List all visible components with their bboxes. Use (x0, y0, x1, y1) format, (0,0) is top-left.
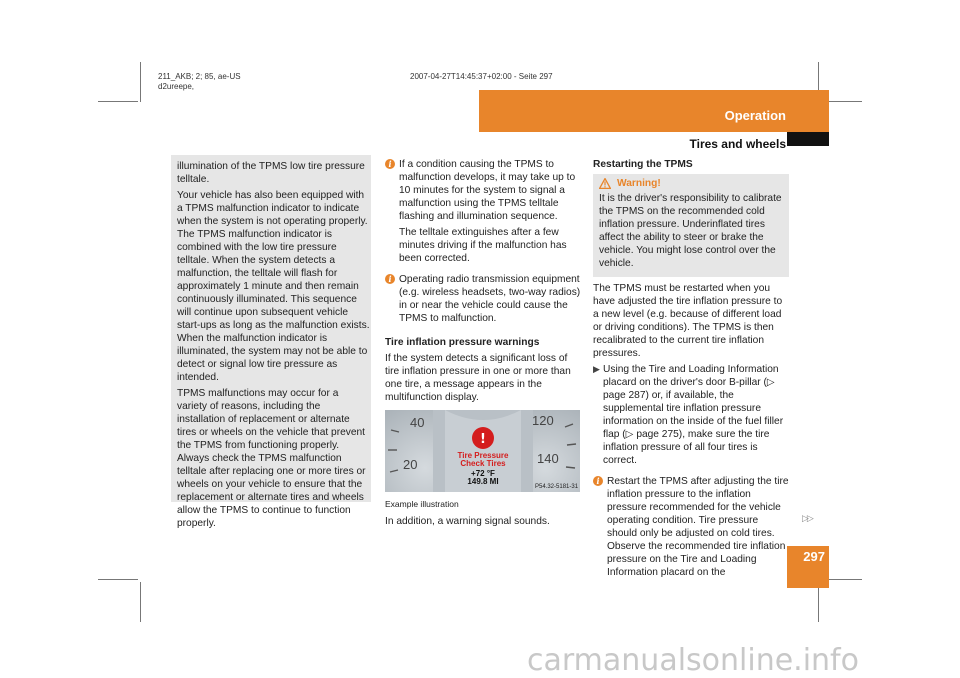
warning-text: It is the driver's responsibility to calibrate the TPMS on the recommended cold inflation pressure. Underinflated tires affect the ability to steer or brake the vehicle. You might lose control over the vehicle. (599, 193, 782, 269)
odometer-readout: 149.8 MI (467, 477, 499, 486)
col1-paragraph: illumination of the TPMS low tire pressure telltale. (177, 161, 365, 185)
col1-paragraph: TPMS malfunctions may occur for a variety of reasons, including the installation of replacement or alternate tires or wheels on the vehicle that prevent the TPMS from functioning properly. Always check the TPMS malfunction telltale after replacing one or more tires or wheels on your vehicle to ensure that the replacement or alternate tires and wheels allow the TPMS to continue to function properly. (177, 388, 366, 529)
crop-mark (98, 101, 138, 102)
speed-tick-label: 140 (537, 451, 559, 466)
bullet-arrow-icon: ▶ (593, 364, 600, 374)
continue-mark: ▷▷ (802, 513, 812, 523)
info-icon: i (593, 476, 603, 486)
section-title: Operation (724, 108, 786, 123)
figure-code: P54.32-5181-31 (535, 484, 579, 490)
info-text: Operating radio transmission equipment (e.g. wireless headsets, two-way radios) in or near the vehicle could cause the TPMS to malfunction. (399, 274, 581, 324)
speed-tick-label: 20 (403, 457, 418, 472)
print-timestamp: 2007-04-27T14:45:37+02:00 - Seite 297 (410, 72, 553, 81)
col1-paragraph: Your vehicle has also been equipped with a TPMS malfunction indicator to indicate when the system is not operating properly. The TPMS malfunction indicator is combined with the low tire pressure telltale. When the system detects a malfunction, the telltale will flash for approximately 1 minute and then remain continuously illuminated. This sequence will continue upon subsequent vehicle start-ups as long as the malfunction exists. When the malfunction indicator is illuminated, the system may not be able to detect or signal low tire pressure as intended. (177, 190, 370, 383)
col3-paragraph: The TPMS must be restarted when you have adjusted the tire inflation pressure to a new level (e.g. because of different load or driving conditions). The TPMS is then recalibrated to the current tire inflation pressures. (593, 283, 783, 359)
display-readout (452, 470, 514, 486)
thumb-tab (787, 132, 829, 146)
info-text: The telltale extinguishes after a few minutes driving if the malfunction has been corrected. (399, 227, 567, 264)
warning-title (599, 177, 783, 190)
column-1-box (171, 155, 371, 529)
col2-paragraph: In addition, a warning signal sounds. (385, 516, 550, 527)
instruction-text: Using the Tire and Loading Information placard on the driver's door B-pillar (▷ page 287) or, if available, the supplemental tire inflation pressure information on the inside of the fuel filler flap (▷ page 275), make sure the tire inflation pressure of all four tires is correct. (603, 364, 784, 466)
speed-tick-label: 120 (532, 413, 554, 428)
col2-paragraph: If the system detects a significant loss of tire inflation pressure in one or more than one tire, a message appears in the multifunction display. (385, 353, 571, 403)
temperature-readout: +72 °F (471, 469, 495, 478)
watermark: carmanualsonline.info (527, 643, 859, 678)
instrument-cluster-figure (385, 410, 580, 492)
info-note (385, 273, 582, 328)
section-heading: Tire inflation pressure warnings (385, 337, 540, 348)
message-line: Check Tires (460, 459, 506, 468)
instruction-step (593, 363, 789, 470)
crop-mark (818, 582, 819, 622)
column-3 (593, 158, 789, 582)
tire-pressure-message (452, 452, 514, 468)
info-note (385, 158, 582, 268)
print-meta-line1: 211_AKB; 2; 85, ae-US (158, 72, 241, 81)
subsection-title: Tires and wheels (689, 137, 786, 151)
warning-box (593, 174, 789, 277)
page-number: 297 (803, 549, 825, 564)
info-icon: i (385, 274, 395, 284)
section-heading: Restarting the TPMS (593, 159, 693, 170)
info-text: If a condition causing the TPMS to malfunction develops, it may take up to 10 minutes for the system to signal a malfunction using the TPMS telltale flashing and illumination sequence. (399, 159, 576, 222)
print-meta (158, 72, 241, 92)
print-meta-line2: d2ureepe, (158, 82, 195, 91)
message-line: Tire Pressure (457, 451, 509, 460)
crop-mark (140, 62, 141, 102)
info-text: Restart the TPMS after adjusting the tire inflation pressure to the inflation pressure recommended for the vehicle operating condition. Tire pressure should only be adjusted on cold tires. Observe the recommended tire inflation pressure on the Tire and Loading Information placard on the (607, 476, 789, 578)
crop-mark (98, 579, 138, 580)
warning-title-text: Warning! (617, 178, 661, 189)
svg-text:!: ! (480, 432, 486, 447)
warning-triangle-icon (599, 178, 611, 189)
speed-tick-label: 40 (410, 415, 425, 430)
info-icon: i (385, 159, 395, 169)
crop-mark (140, 582, 141, 622)
info-note (593, 475, 789, 582)
column-2 (385, 158, 582, 531)
figure-caption: Example illustration (385, 499, 459, 509)
